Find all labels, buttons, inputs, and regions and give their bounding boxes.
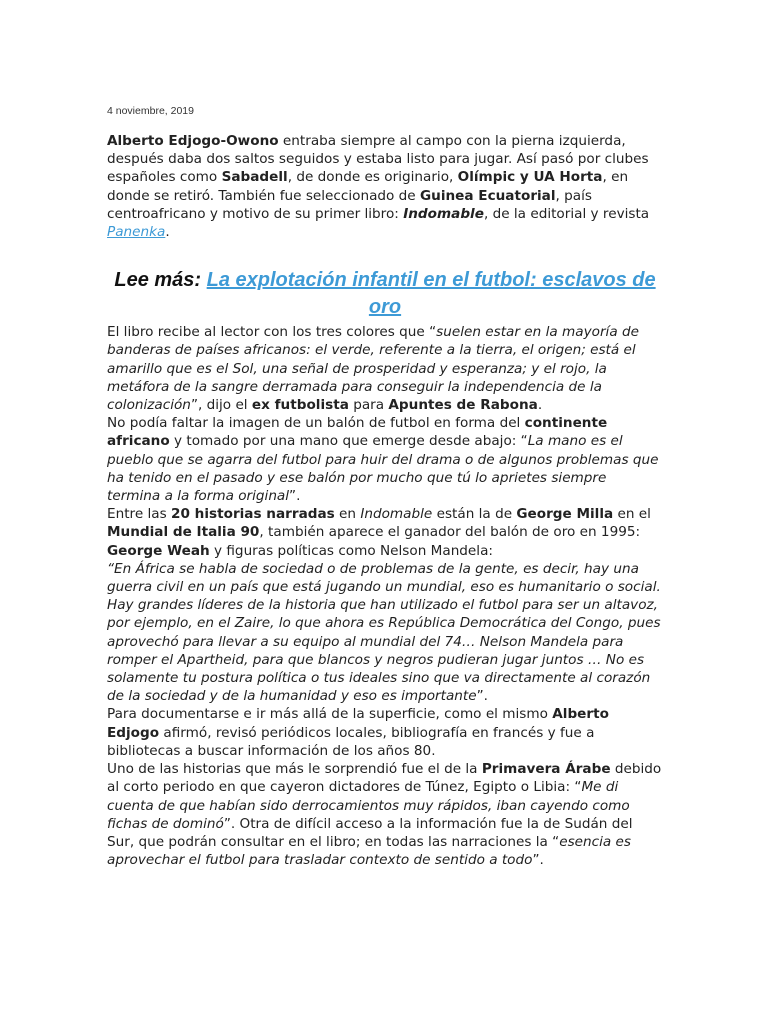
text-run: ”. Otra de difícil acceso a la información fue la de Sudán del Sur, que podrán consultar en el libro; en todas las narraciones la “ (107, 815, 633, 850)
text-run: ”. (532, 852, 544, 869)
body-paragraph-colors (107, 323, 663, 414)
bold-text: Primavera Árabe (481, 761, 611, 778)
bold-text: George Milla (516, 506, 614, 523)
bold-text: continente africano (107, 415, 608, 450)
text-run: y figuras políticas como Nelson Mandela: (209, 542, 493, 559)
text-run: . (537, 397, 543, 414)
text-run: Para documentarse e ir más allá de la superficie, como el mismo (107, 706, 553, 723)
text-run: afirmó, revisó periódicos locales, bibliografía en francés y fue a bibliotecas a buscar información de los años 80. (107, 724, 595, 759)
bold-text: Olímpic y UA Horta (457, 169, 603, 186)
bold-text: Sabadell (221, 169, 288, 186)
body-paragraph-quote (107, 560, 663, 706)
inline-link[interactable]: Panenka (107, 224, 166, 241)
text-run: , país centroafricano y motivo de su primer libro: (107, 187, 592, 222)
bold-text: ex futbolista (251, 397, 349, 414)
bold-text: Alberto Edjogo-Owono (107, 133, 279, 149)
text-run: ”, dijo el (190, 397, 252, 414)
text-run: , de la editorial y revista (483, 205, 650, 222)
read-more-heading (111, 267, 659, 321)
text-run: . (165, 224, 170, 241)
article (107, 104, 663, 869)
body-paragraph-ball (107, 414, 663, 505)
bold-text: Guinea Ecuatorial (419, 187, 556, 204)
bold-italic-text: Indomable (403, 205, 484, 222)
text-run: , de donde es originario, (287, 169, 458, 186)
italic-text: La mano es el pueblo que se agarra del futbol para huir del drama o de algunos problemas que ha tenido en el pasado y ese balón por mucho que tú lo aprietes siempre termina a la forma original (107, 433, 659, 505)
read-more-link[interactable]: La explotación infantil en el futbol: esclavos de oro (206, 269, 656, 319)
italic-text: Me di cuenta de que habían sido derrocamientos muy rápidos, iban cayendo como fichas de dominó (107, 779, 630, 832)
italic-text: Indomable (360, 506, 433, 523)
text-run: en (334, 506, 361, 523)
bold-text: Alberto Edjogo (107, 706, 609, 741)
italic-text: esencia es aprovechar el futbol para trasladar contexto de sentido a todo (107, 833, 631, 869)
read-more-prefix: Lee más: (114, 269, 207, 292)
text-run: entraba siempre al campo con la pierna izquierda, después daba dos saltos seguidos y estaba listo para jugar. Así pasó por clubes españoles como (107, 133, 649, 186)
text-run: ”. (289, 488, 301, 505)
publish-date: 4 noviembre, 2019 (107, 105, 194, 117)
intro-paragraph (107, 132, 663, 241)
text-run: en el (613, 506, 651, 523)
text-run: para (348, 397, 389, 414)
text-run: debido al corto periodo en que cayeron dictadores de Túnez, Egipto o Libia: “ (107, 761, 662, 796)
body-paragraph-research (107, 705, 663, 760)
body-paragraph-stories (107, 505, 663, 560)
body-paragraph-arab-spring (107, 760, 663, 869)
bold-text: 20 historias narradas (171, 506, 335, 523)
text-run: , también aparece el ganador del balón de oro en 1995: (259, 524, 641, 541)
text-run: Uno de las historias que más le sorprendió fue el de la (107, 761, 482, 778)
bold-text: Apuntes de Rabona (388, 397, 538, 414)
text-run: Entre las (107, 506, 172, 523)
text-run: , en donde se retiró. También fue seleccionado de (107, 169, 629, 204)
bold-text: George Weah (107, 542, 210, 559)
text-run: ”. (476, 688, 488, 705)
italic-text: “En África se habla de sociedad o de problemas de la gente, es decir, hay una guerra civil en un país que está jugando un mundial, eso es humanitario o social. Hay grandes líderes de la historia que han utilizado el futbol para ser un altavoz, por ejemplo, en el Zaire, lo que ahora es República Democrática del Congo, pues aprovechó para llevar a su equipo al mundial del 74… Nelson Mandela para romper el Apartheid, para que blancos y negros pudieran jugar juntos … No es solamente tu postura política o tus ideales sino que va directamente al corazón de la sociedad y de la humanidad y eso es importante (107, 560, 661, 705)
italic-text: suelen estar en la mayoría de banderas de países africanos: el verde, referente a la tierra, el origen; está el amarillo que es el Sol, una señal de prosperidad y esperanza; y el rojo, la metáfora de la sangre derramada para conseguir la independencia de la colonización (107, 324, 639, 414)
text-run: están la de (432, 506, 517, 523)
text-run: No podía faltar la imagen de un balón de futbol en forma del (107, 415, 525, 432)
text-run: El libro recibe al lector con los tres colores que “ (107, 324, 437, 341)
text-run: y tomado por una mano que emerge desde abajo: “ (169, 433, 528, 450)
bold-text: Mundial de Italia 90 (107, 524, 260, 541)
